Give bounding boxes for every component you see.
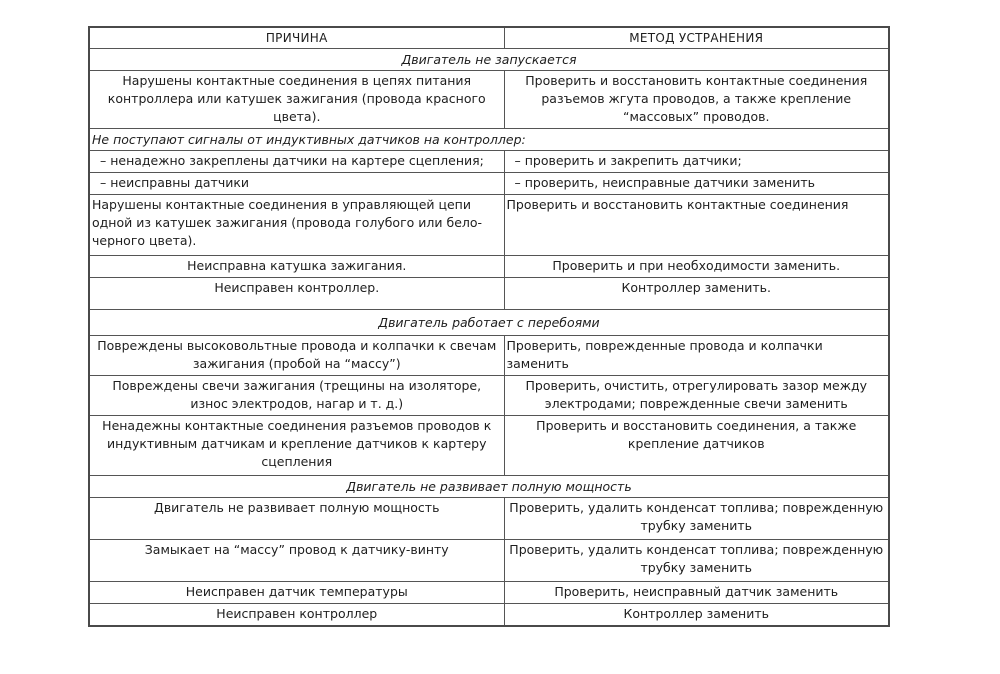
remedy-cell: Проверить, очистить, отрегулировать зазор между электродами; поврежденные свечи заменить <box>504 376 889 416</box>
section-title: Двигатель не запускается <box>89 49 889 71</box>
cause-cell: Повреждены свечи зажигания (трещины на изоляторе, износ электродов, нагар и т. д.) <box>89 376 504 416</box>
header-cause: ПРИЧИНА <box>89 27 504 49</box>
table-row <box>89 604 889 627</box>
table-row <box>89 336 889 376</box>
header-row <box>89 27 889 49</box>
section-row <box>89 310 889 336</box>
table-row <box>89 540 889 582</box>
remedy-cell: Проверить, неисправный датчик заменить <box>504 582 889 604</box>
remedy-cell: Проверить, поврежденные провода и колпачки заменить <box>504 336 889 376</box>
cause-cell: Неисправна катушка зажигания. <box>89 256 504 278</box>
remedy-cell: Проверить и восстановить контактные соединения разъемов жгута проводов, а также крепление “массовых” проводов. <box>504 71 889 129</box>
cause-cell: Нарушены контактные соединения в управляющей цепи одной из катушек зажигания (провода голубого или бело-черного цвета). <box>89 195 504 256</box>
table-row <box>89 498 889 540</box>
section-row <box>89 49 889 71</box>
cause-cell: – неисправны датчики <box>89 173 504 195</box>
cause-cell: Замыкает на “массу” провод к датчику-винту <box>89 540 504 582</box>
header-remedy: МЕТОД УСТРАНЕНИЯ <box>504 27 889 49</box>
cause-cell: Неисправен датчик температуры <box>89 582 504 604</box>
table-row <box>89 278 889 310</box>
table-row <box>89 416 889 476</box>
troubleshooting-table <box>88 26 890 627</box>
cause-cell: Неисправен контроллер. <box>89 278 504 310</box>
remedy-cell: Проверить и восстановить контактные соединения <box>504 195 889 256</box>
remedy-cell: Контроллер заменить <box>504 604 889 627</box>
remedy-cell: Проверить и восстановить соединения, а также крепление датчиков <box>504 416 889 476</box>
cause-cell: Нарушены контактные соединения в цепях питания контроллера или катушек зажигания (провода красного цвета). <box>89 71 504 129</box>
remedy-cell: Проверить, удалить конденсат топлива; поврежденную трубку заменить <box>504 540 889 582</box>
cause-cell: Неисправен контроллер <box>89 604 504 627</box>
remedy-cell: Проверить и при необходимости заменить. <box>504 256 889 278</box>
table-row <box>89 173 889 195</box>
section-title: Не поступают сигналы от индуктивных датчиков на контроллер: <box>89 129 889 151</box>
table-row <box>89 582 889 604</box>
table-row <box>89 195 889 256</box>
section-row <box>89 476 889 498</box>
table-row <box>89 256 889 278</box>
cause-cell: Повреждены высоковольтные провода и колпачки к свечам зажигания (пробой на “массу”) <box>89 336 504 376</box>
cause-cell: – ненадежно закреплены датчики на картере сцепления; <box>89 151 504 173</box>
remedy-cell: Проверить, удалить конденсат топлива; поврежденную трубку заменить <box>504 498 889 540</box>
section-title: Двигатель работает с перебоями <box>89 310 889 336</box>
section-title: Двигатель не развивает полную мощность <box>89 476 889 498</box>
cause-cell: Двигатель не развивает полную мощность <box>89 498 504 540</box>
remedy-cell: – проверить, неисправные датчики заменить <box>504 173 889 195</box>
table-row <box>89 376 889 416</box>
table-row <box>89 71 889 129</box>
cause-cell: Ненадежны контактные соединения разъемов проводов к индуктивным датчикам и крепление датчиков к картеру сцепления <box>89 416 504 476</box>
remedy-cell: Контроллер заменить. <box>504 278 889 310</box>
remedy-cell: – проверить и закрепить датчики; <box>504 151 889 173</box>
table-row <box>89 151 889 173</box>
section-row <box>89 129 889 151</box>
